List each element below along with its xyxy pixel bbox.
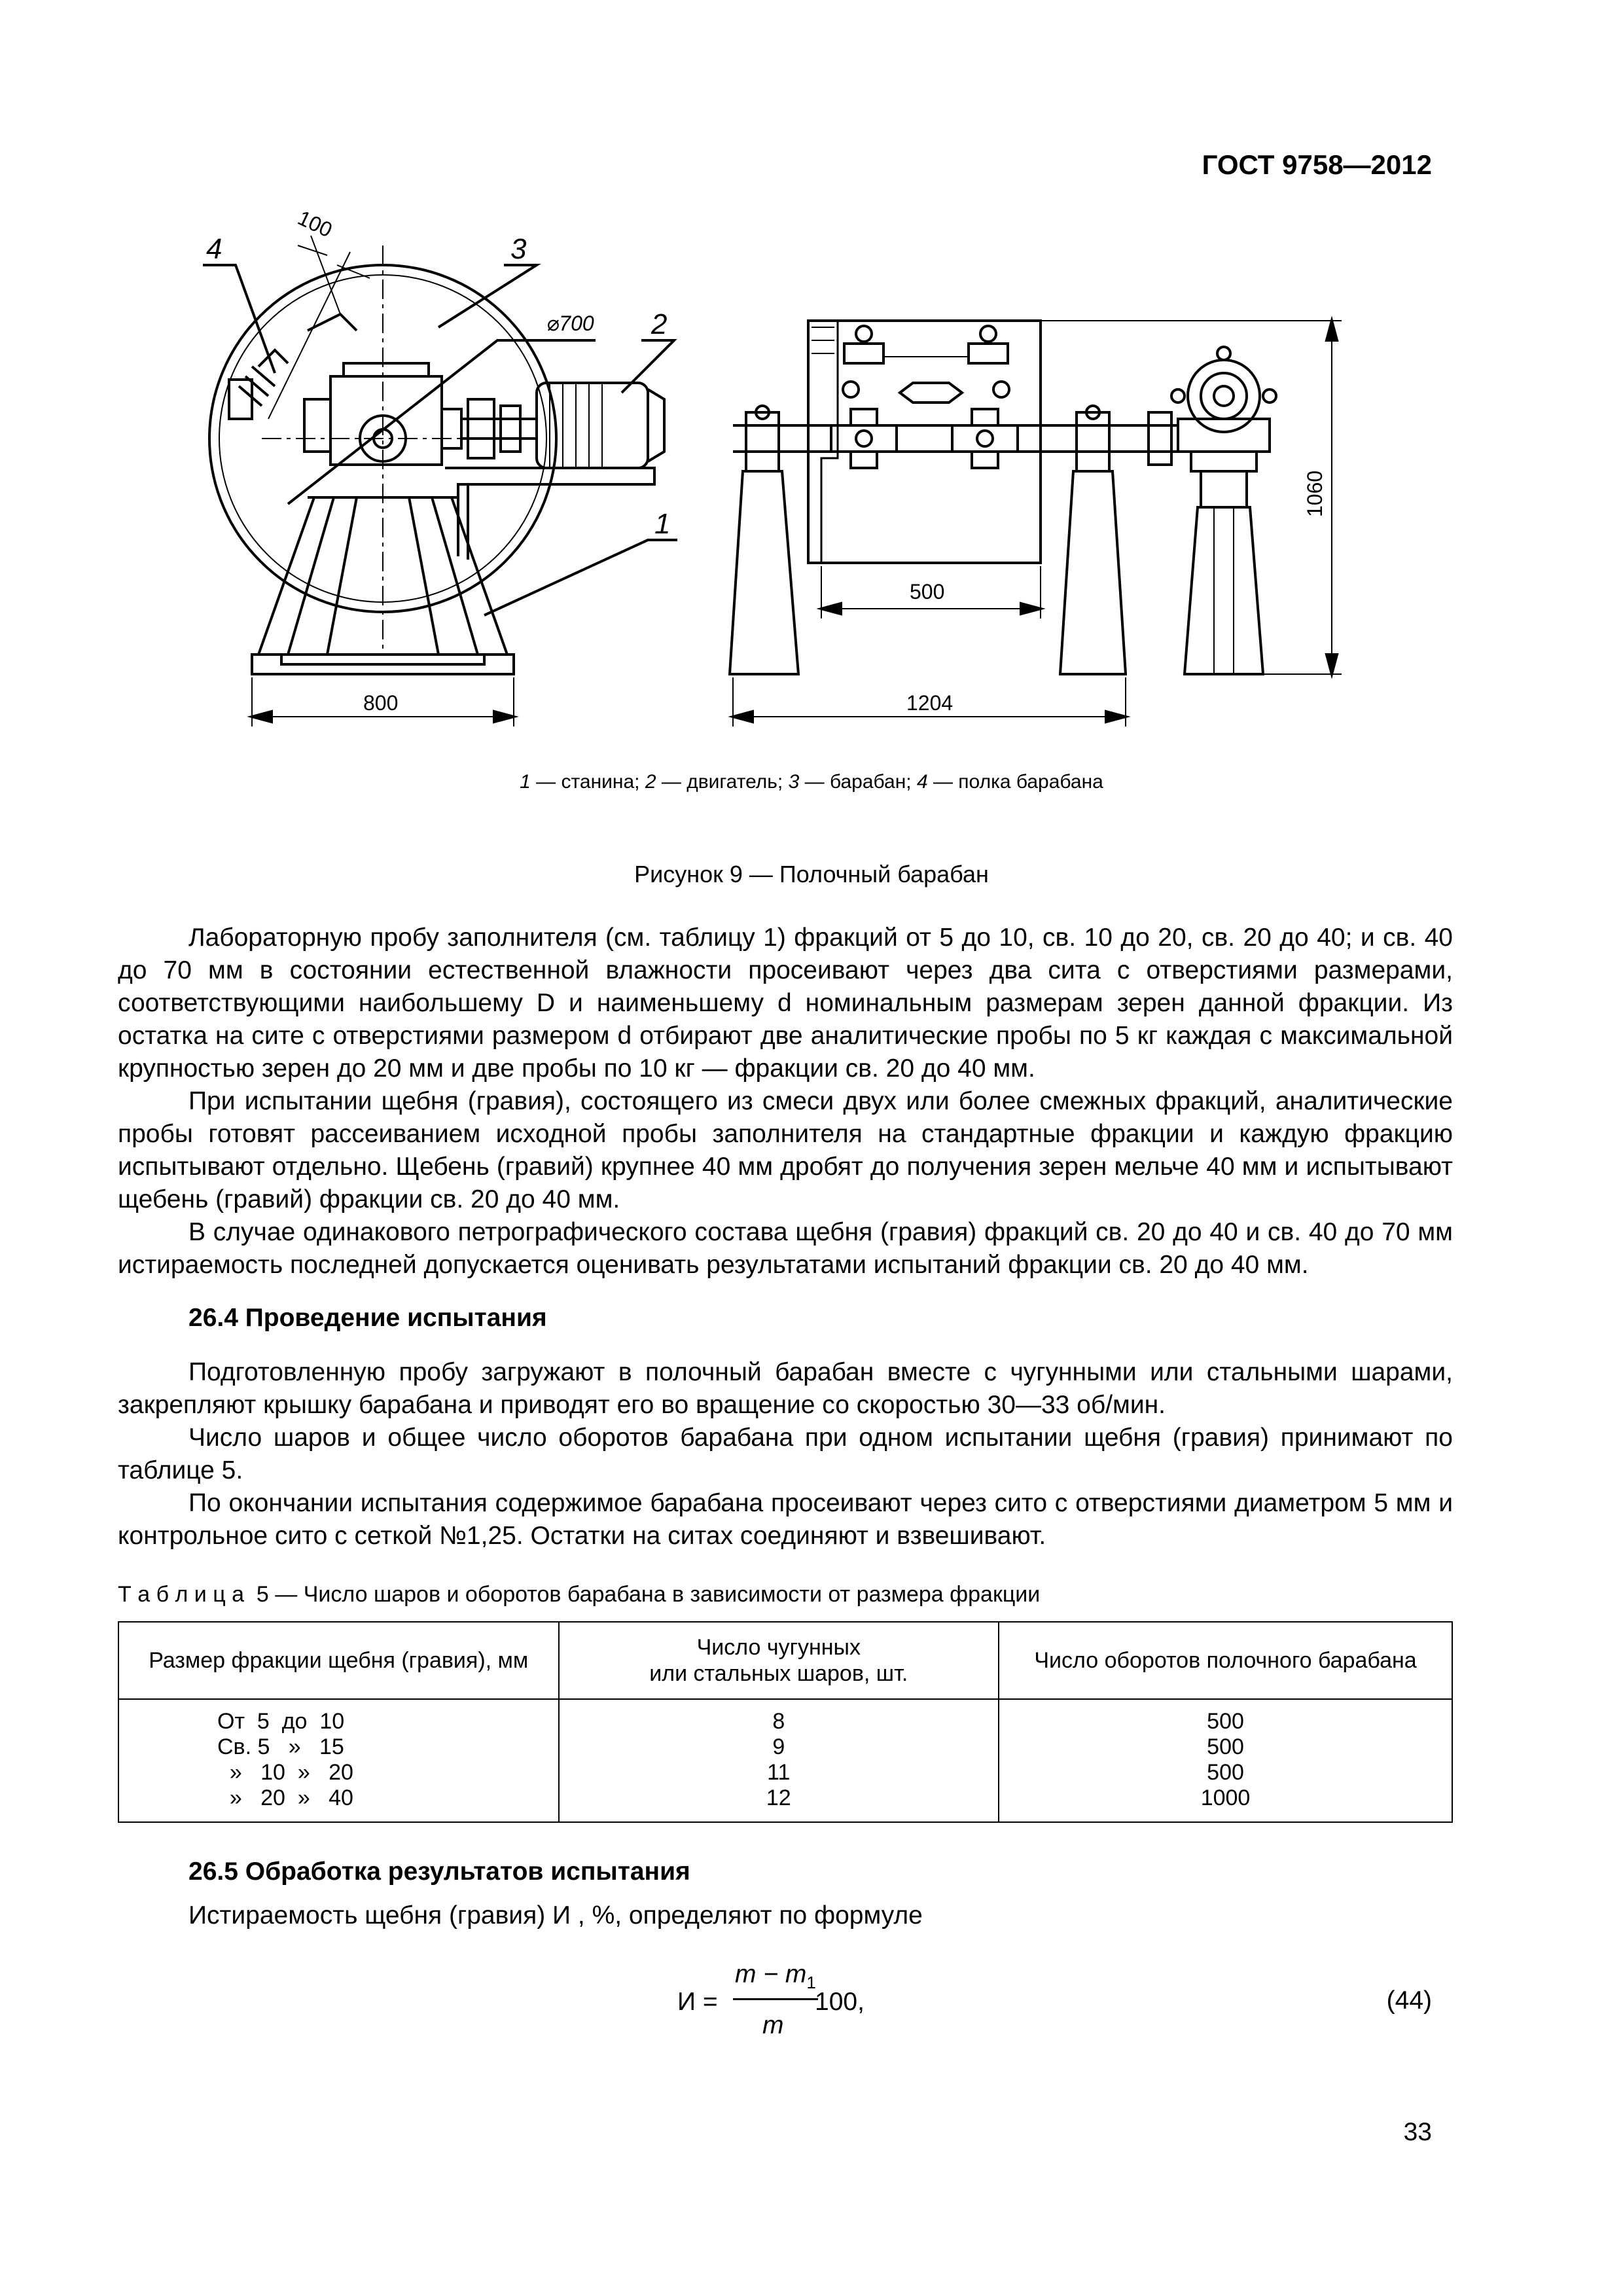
header-balls-line: или стальных шаров, шт.	[649, 1661, 908, 1686]
table-cell: 12	[766, 1785, 791, 1810]
callout-2: 2	[651, 308, 668, 340]
legend-text-1: — станина;	[530, 771, 645, 793]
formula-factor: 100,	[815, 1988, 865, 2016]
dim-800: 800	[363, 691, 399, 715]
table-cell: Св. 5 » 15	[217, 1734, 344, 1759]
table-cell: 500	[1207, 1734, 1244, 1759]
paragraph: При испытании щебня (гравия), состоящего из смеси двух или более смежных фракций, аналитические пробы готовят рассеиванием исходной пробы заполнителя на стандартные фракции и каждую фракцию испытывают отдельно. Щебень (гравий) крупнее 40 мм дробят до получения зерен мельче 40 мм и испытывают щебень (гравий) фракции св. 20 до 40 мм.	[118, 1087, 1453, 1213]
table-cell: От 5 до 10	[217, 1709, 345, 1734]
table-cell: » 20 » 40	[217, 1785, 353, 1810]
intro-paragraphs	[118, 922, 1453, 1282]
paragraph: Лабораторную пробу заполнителя (см. таблицу 1) фракций от 5 до 10, св. 10 до 20, св. 20 до 40; и св. 40 до 70 мм в состоянии естественной влажности просеивают через два сита с отверстиями размерами, соответствующими наибольшему D и наименьшему d номинальным размерам зерен данной фракции. Из остатка на сите с отверстиями размером d отбирают две аналитические пробы по 5 кг каждая с максимальной крупностью зерен до 20 мм и две пробы по 10 кг — фракции св. 20 до 40 мм.	[118, 924, 1453, 1083]
fraction-size-cell	[118, 1699, 559, 1822]
header-fraction-size: Размер фракции щебня (гравия), мм	[118, 1622, 559, 1699]
dim-500: 500	[910, 580, 945, 603]
section-heading-26-5: 26.5 Обработка результатов испытания	[188, 1857, 690, 1886]
paragraph: По окончании испытания содержимое барабана просеивают через сито с отверстиями диаметром 5 мм и контрольное сито с сеткой №1,25. Остатки на ситах соединяют и взвешивают.	[118, 1489, 1453, 1550]
table-cell: 11	[767, 1760, 791, 1785]
formula-numerator	[735, 1960, 816, 1993]
table-cell: 500	[1207, 1760, 1244, 1785]
table-cell: » 10 » 20	[217, 1760, 353, 1785]
legend-num-1: 1	[520, 771, 531, 793]
callout-3: 3	[510, 233, 527, 265]
callout-4: 4	[206, 233, 223, 265]
legend-num-3: 3	[788, 771, 800, 793]
table-cell: 8	[772, 1709, 785, 1734]
table-header-row	[118, 1622, 1452, 1699]
paragraph: В случае одинакового петрографического состава щебня (гравия) фракций св. 20 до 40 и св. 40 до 70 мм истираемость последней допускается оценивать результатами испытаний фракции св. 20 до 40 мм.	[118, 1218, 1453, 1279]
formula-numerator-main: m − m	[735, 1960, 807, 1988]
paragraph: Подготовленную пробу загружают в полочный барабан вместе с чугунными или стальными шарами, закрепляют крышку барабана и приводят его во вращение со скоростью 30—33 об/мин.	[118, 1358, 1453, 1419]
figure-title: Рисунок 9 — Полочный барабан	[634, 861, 989, 888]
paragraph: Число шаров и общее число оборотов барабана при одном испытании щебня (гравия) принимают по таблице 5.	[118, 1424, 1453, 1484]
abrasion-formula	[677, 1960, 939, 2058]
dim-1060: 1060	[1303, 470, 1327, 517]
legend-text-4: — полка барабана	[927, 771, 1103, 793]
legend-num-4: 4	[916, 771, 928, 793]
section-heading-26-4: 26.4 Проведение испытания	[188, 1304, 547, 1332]
formula-number: (44)	[1386, 1986, 1432, 2015]
legend-text-2: — двигатель;	[656, 771, 789, 793]
header-balls-line: Число чугунных	[696, 1635, 861, 1660]
legend-text-3: — барабан;	[799, 771, 917, 793]
formula-intro: Истираемость щебня (гравия) И , %, определяют по формуле	[188, 1901, 923, 1929]
table-cell: 9	[772, 1734, 785, 1759]
formula-lhs: И =	[677, 1988, 718, 2016]
fraction-table	[118, 1621, 1453, 1823]
dim-1204: 1204	[906, 691, 954, 715]
table-caption: Т а б л и ц а 5 — Число шаров и оборотов барабана в зависимости от размера фракции	[118, 1582, 1041, 1607]
table-cell: 500	[1207, 1709, 1244, 1734]
header-balls	[559, 1622, 999, 1699]
formula-denominator: m	[762, 2011, 784, 2039]
table-body-row	[118, 1699, 1452, 1822]
standard-code: ГОСТ 9758—2012	[1202, 149, 1432, 180]
callout-1: 1	[654, 508, 671, 540]
page-number: 33	[1403, 2118, 1432, 2146]
dim-angle: 100	[294, 206, 336, 242]
figure-legend	[0, 771, 1623, 793]
drum-drawing	[0, 0, 1623, 772]
revolutions-cell	[999, 1699, 1452, 1822]
header-revolutions: Число оборотов полочного барабана	[999, 1622, 1452, 1699]
balls-cell	[559, 1699, 999, 1822]
formula-numerator-sub: 1	[806, 1972, 816, 1992]
legend-num-2: 2	[645, 771, 656, 793]
dim-diameter: ⌀700	[546, 312, 594, 335]
section-26-4-body	[118, 1356, 1453, 1552]
table-cell: 1000	[1200, 1785, 1251, 1810]
fraction-bar	[733, 1998, 818, 2000]
